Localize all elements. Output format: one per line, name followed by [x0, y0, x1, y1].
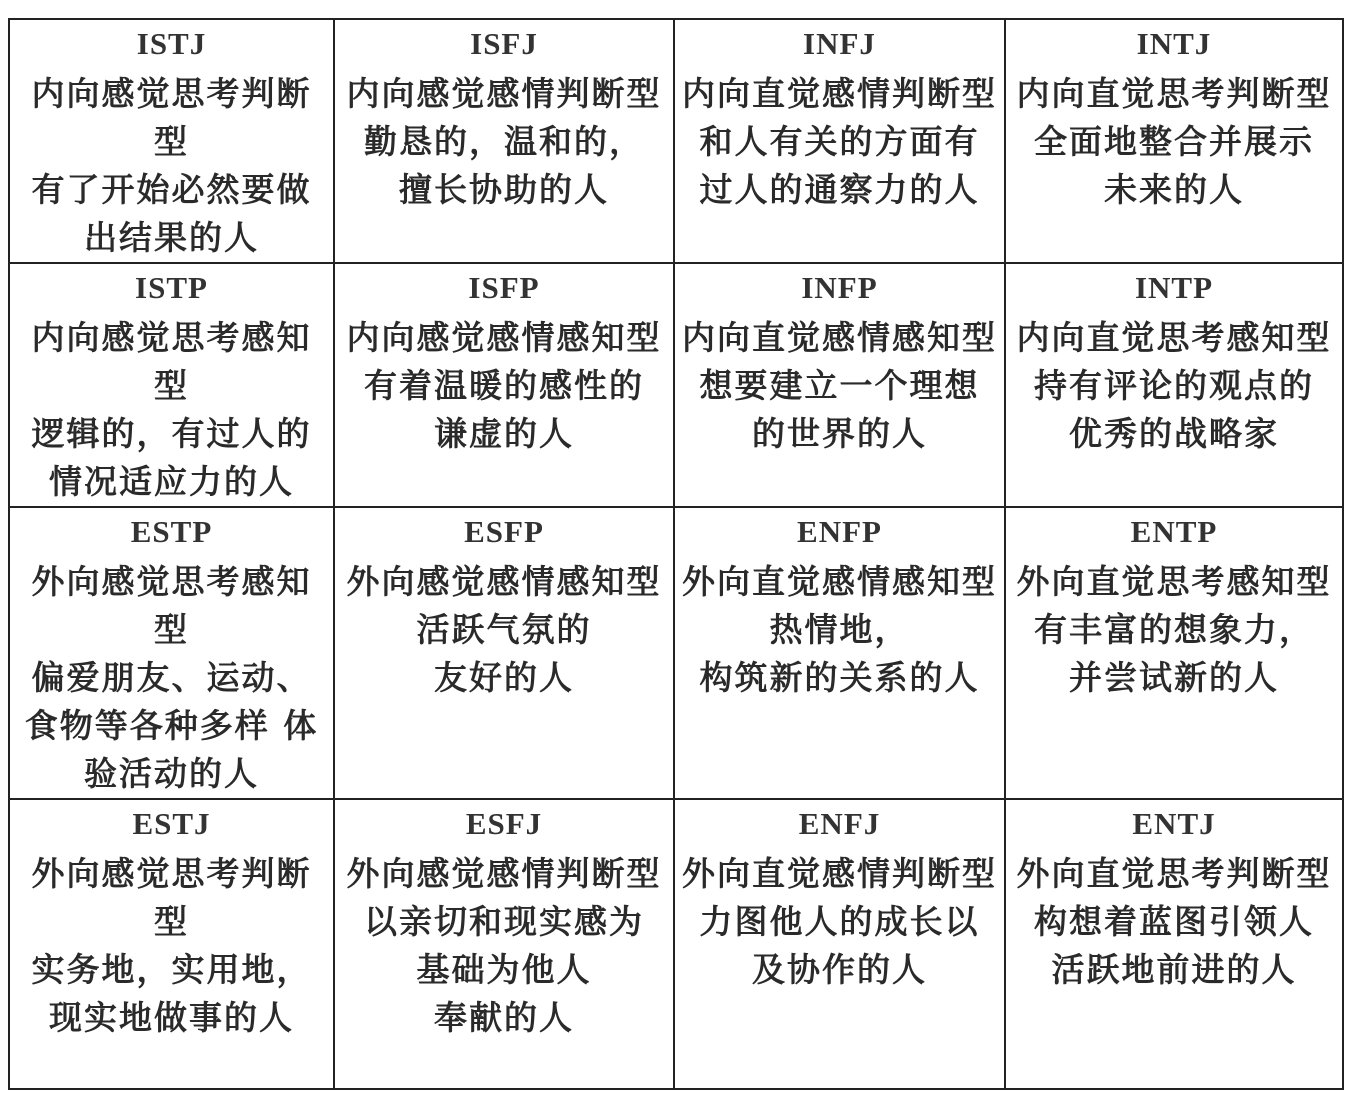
type-name: 外向感觉感情感知型: [346, 562, 662, 601]
type-cell-entp: [1005, 507, 1343, 799]
type-code: ENFJ: [798, 806, 881, 841]
type-name: 内向直觉感情感知型: [682, 318, 997, 357]
type-code: INFJ: [803, 26, 876, 61]
type-name: 内向直觉思考感知型: [1016, 318, 1332, 357]
type-description: 构想着蓝图引领人 活跃地前进的人: [1034, 902, 1314, 989]
type-cell-isfj: [334, 19, 674, 263]
type-name: 内向直觉思考判断型: [1016, 74, 1332, 113]
type-cell-isfp: [334, 263, 674, 507]
type-code: ESFP: [464, 514, 544, 549]
type-code: ISTJ: [136, 26, 207, 61]
type-code: ESTP: [130, 514, 213, 549]
type-description: 勤恳的，温和的， 擅长协助的人: [364, 122, 644, 209]
type-code: INTJ: [1136, 26, 1212, 61]
type-name: 内向感觉感情感知型: [346, 318, 662, 357]
type-description: 以亲切和现实感为 基础为他人 奉献的人: [364, 902, 644, 1037]
type-description: 热情地， 构筑新的关系的人: [699, 610, 980, 697]
type-code: ISTP: [135, 270, 208, 305]
type-cell-estj: [9, 799, 334, 1089]
type-code: ESTJ: [132, 806, 211, 841]
type-description: 实务地，实用地， 现实地做事的人: [31, 950, 312, 1037]
type-name: 外向直觉感情判断型: [682, 854, 997, 893]
type-code: ENFP: [797, 514, 882, 549]
table-row: [9, 507, 1343, 799]
type-description: 想要建立一个理想 的世界的人: [699, 366, 980, 453]
type-cell-intp: [1005, 263, 1343, 507]
type-name: 外向直觉感情感知型: [682, 562, 997, 601]
table-row: [9, 799, 1343, 1089]
type-name: 外向感觉思考判断型: [31, 854, 312, 941]
type-code: INFP: [801, 270, 878, 305]
type-cell-istj: [9, 19, 334, 263]
type-description: 力图他人的成长以 及协作的人: [699, 902, 980, 989]
type-description: 持有评论的观点的 优秀的战略家: [1034, 366, 1314, 453]
type-description: 逻辑的，有过人的 情况适应力的人: [31, 414, 312, 501]
type-cell-enfp: [674, 507, 1005, 799]
type-cell-istp: [9, 263, 334, 507]
type-cell-enfj: [674, 799, 1005, 1089]
type-name: 内向感觉思考感知型: [31, 318, 312, 405]
type-description: 全面地整合并展示 未来的人: [1034, 122, 1314, 209]
type-name: 外向感觉思考感知型: [31, 562, 312, 649]
type-code: ISFP: [468, 270, 540, 305]
type-name: 内向直觉感情判断型: [682, 74, 997, 113]
type-description: 偏爱朋友、运动、 食物等各种多样 体 验活动的人: [24, 658, 319, 793]
type-code: ENTP: [1130, 514, 1218, 549]
type-cell-entj: [1005, 799, 1343, 1089]
type-cell-esfp: [334, 507, 674, 799]
table-row: [9, 19, 1343, 263]
type-name: 外向感觉感情判断型: [346, 854, 662, 893]
type-code: ESFJ: [465, 806, 543, 841]
type-code: INTP: [1134, 270, 1214, 305]
mbti-type-table: [8, 18, 1344, 1090]
type-cell-infp: [674, 263, 1005, 507]
type-description: 和人有关的方面有 过人的通察力的人: [699, 122, 980, 209]
type-description: 有丰富的想象力， 并尝试新的人: [1034, 610, 1314, 697]
type-cell-intj: [1005, 19, 1343, 263]
type-description: 活跃气氛的 友好的人: [416, 610, 592, 697]
type-cell-esfj: [334, 799, 674, 1089]
type-description: 有着温暖的感性的 谦虚的人: [364, 366, 644, 453]
table-row: [9, 263, 1343, 507]
type-cell-estp: [9, 507, 334, 799]
type-code: ENTJ: [1132, 806, 1216, 841]
type-name: 外向直觉思考感知型: [1016, 562, 1332, 601]
type-name: 外向直觉思考判断型: [1016, 854, 1332, 893]
type-name: 内向感觉思考判断型: [31, 74, 312, 161]
type-cell-infj: [674, 19, 1005, 263]
type-name: 内向感觉感情判断型: [346, 74, 662, 113]
type-code: ISFJ: [470, 26, 538, 61]
type-description: 有了开始必然要做 出结果的人: [31, 170, 312, 257]
